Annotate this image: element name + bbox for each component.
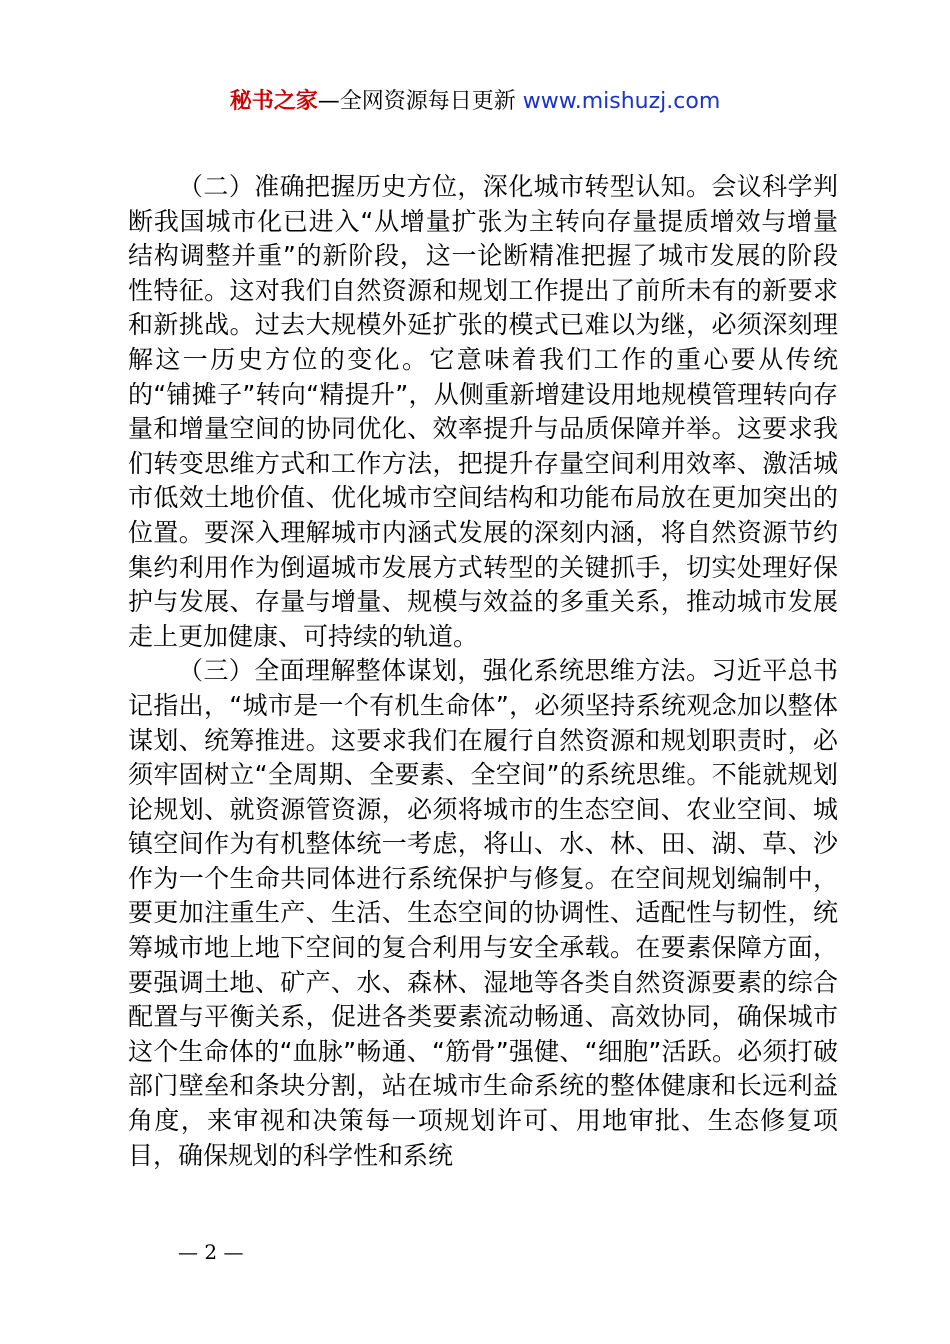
site-url-link[interactable]: www.mishuzj.com [522, 89, 721, 114]
page-number: — 2 — [178, 1240, 244, 1264]
paragraph-section-2: （二）准确把握历史方位，深化城市转型认知。会议科学判断我国城市化已进入“从增量扩张为主转向存量提质增效与增量结构调整并重”的新阶段，这一论断精准把握了城市发展的阶段性特征。这对我们自然资源和规划工作提出了前所未有的新要求和新挑战。过去大规模外延扩张的模式已难以为继，必须深刻理解这一历史方位的变化。它意味着我们工作的重心要从传统的“铺摊子”转向“精提升”，从侧重新增建设用地规模管理转向存量和增量空间的协同优化、效率提升与品质保障并举。这要求我们转变思维方式和工作方法，把提升存量空间利用效率、激活城市低效土地价值、优化城市空间结构和功能布局放在更加突出的位置。要深入理解城市内涵式发展的深刻内涵，将自然资源节约集约利用作为倒逼城市发展方式转型的关键抓手，切实处理好保护与发展、存量与增量、规模与效益的多重关系，推动城市发展走上更加健康、可持续的轨道。 [128, 172, 838, 651]
header-tagline: —全网资源每日更新 [317, 89, 516, 114]
document-body [128, 170, 838, 1173]
brand-name: 秘书之家 [229, 89, 318, 114]
site-header [0, 86, 950, 118]
paragraph-section-3: （三）全面理解整体谋划，强化系统思维方法。习近平总书记指出，“城市是一个有机生命体”，必须坚持系统观念加以整体谋划、统筹推进。这要求我们在履行自然资源和规划职责时，必须牢固树立“全周期、全要素、全空间”的系统思维。不能就规划论规划、就资源管资源，必须将城市的生态空间、农业空间、城镇空间作为有机整体统一考虑，将山、水、林、田、湖、草、沙作为一个生命共同体进行系统保护与修复。在空间规划编制中，要更加注重生产、生活、生态空间的协调性、适配性与韧性，统筹城市地上地下空间的复合利用与安全承载。在要素保障方面，要强调土地、矿产、水、森林、湿地等各类自然资源要素的综合配置与平衡关系，促进各类要素流动畅通、高效协同，确保城市这个生命体的“血脉”畅通、“筋骨”强健、“细胞”活跃。必须打破部门壁垒和条块分割，站在城市生命系统的整体健康和长远利益角度，来审视和决策每一项规划许可、用地审批、生态修复项目，确保规划的科学性和系统 [128, 656, 838, 1170]
